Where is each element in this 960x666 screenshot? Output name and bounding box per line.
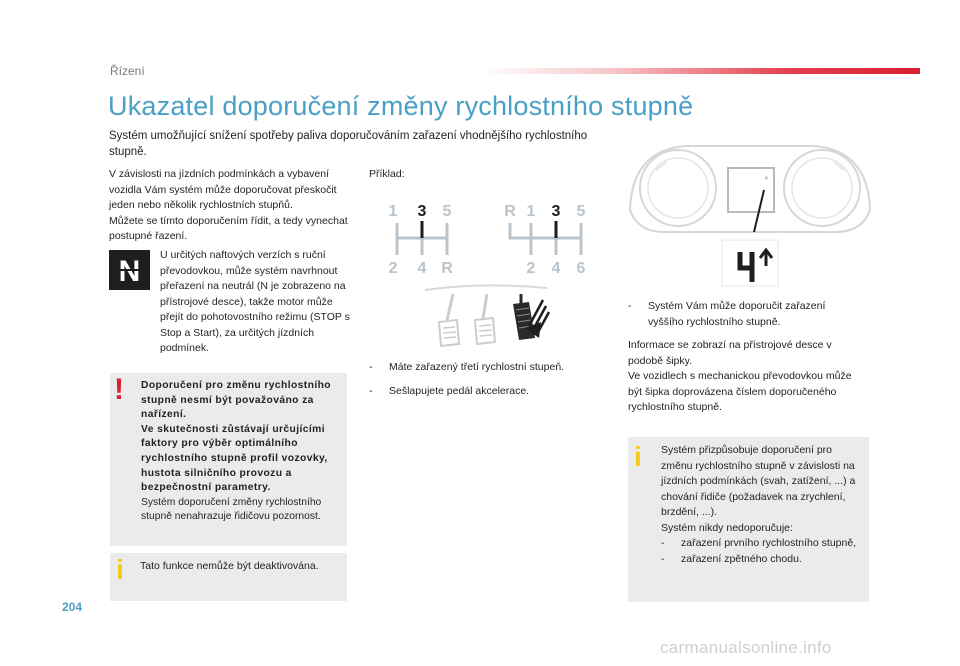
skip-gears-text: V závislosti na jízdních podmínkách a vybavení vozidla Vám systém může doporučovat přeskočit jeden nebo několik rychlostních stupňů. Můžete se tímto doporučením řídit, a tedy vynechat postupné řazení. — [109, 168, 348, 242]
neutral-suggestion-text: U určitých naftových verzích s ruční převodovkou, může systém navrhnout přeřazení na neutrál (N je zobrazeno na přístrojové desce), takže motor může přejít do pohotovostního režimu (STOP s Stop a Start), za určitých jízdních podmínek. — [160, 249, 350, 354]
header-bar — [480, 68, 920, 74]
warning-text — [141, 379, 343, 525]
gear-label: 4 — [417, 260, 427, 277]
gear-label-active: 3 — [551, 203, 561, 220]
screen-gear-glyph: 4 — [764, 176, 768, 182]
info-deactivation-text: Tato funkce nemůže být deaktivována. — [140, 560, 319, 572]
watermark: carmanualsonline.info — [660, 638, 832, 657]
info-icon: i — [634, 441, 642, 472]
pedals-illustration — [425, 282, 555, 350]
dashboard-illustration — [626, 140, 874, 290]
example-bullet-list — [369, 360, 609, 399]
intro-text: Systém umožňující snížení spotřeby paliva doporučováním zařazení vhodnějšího rychlostního stupně. — [109, 130, 588, 158]
gearbox-6-pattern — [504, 203, 585, 277]
page-number: 204 — [62, 600, 83, 614]
gear-label: 2 — [388, 260, 398, 277]
example-label: Příklad: — [369, 168, 405, 180]
list-item: - Máte zařazený třetí rychlostní stupeň. — [369, 360, 609, 376]
upshift-bullet — [628, 299, 853, 330]
list-item: - zařazení zpětného chodu. — [661, 552, 866, 568]
upshift-indicator — [722, 240, 778, 286]
bullet-text: Systém Vám může doporučit zařazení vyššího rychlostního stupně. — [648, 300, 826, 328]
section-label: Řízení — [110, 64, 145, 78]
bullet-text: zařazení zpětného chodu. — [681, 552, 802, 565]
bullet-text: Máte zařazený třetí rychlostní stupeň. — [389, 361, 565, 373]
warning-bold-text: Doporučení pro změnu rychlostního stupně nesmí být považováno za nařízení. Ve skutečnosti zůstávají určujícími faktory pro výběr optimálního rychlostního stupně profil vozovky, hustota silničního provozu a bezpečnostní parametry. — [141, 380, 331, 494]
gear-label: 1 — [526, 203, 536, 220]
list-item: - zařazení prvního rychlostního stupně, — [661, 536, 866, 552]
gear-label: 5 — [576, 203, 586, 220]
bullet-text: zařazení prvního rychlostního stupně, — [681, 537, 857, 549]
gear-label: R — [504, 203, 516, 220]
gear-label-active: 3 — [417, 203, 427, 220]
gear-label: 1 — [388, 203, 398, 220]
dashboard-info-text: Informace se zobrazí na přístrojové desce v podobě šipky. Ve vozidlech s mechanickou převodovkou může být šipka doprovázena číslem doporučeného rychlostního stupně. — [628, 339, 852, 413]
page-title: Ukazatel doporučení změny rychlostního stupně — [108, 91, 694, 121]
warning-icon: ! — [114, 373, 124, 406]
gear-label: 5 — [442, 203, 452, 220]
neutral-n-glyph: N — [118, 255, 141, 288]
gear-label: 2 — [526, 260, 536, 277]
info-adaptation-text — [661, 443, 866, 567]
info-icon: i — [116, 554, 124, 585]
list-item: - Sešlapujete pedál akcelerace. — [369, 384, 609, 400]
gear-label: 6 — [576, 260, 586, 277]
gear-label: R — [441, 260, 453, 277]
neutral-n-icon — [109, 250, 150, 290]
gearbox-5-pattern — [389, 203, 454, 277]
gear-label: 4 — [551, 260, 561, 277]
list-item: - Systém Vám může doporučit zařazení vyššího rychlostního stupně. — [628, 299, 853, 330]
bullet-text: Sešlapujete pedál akcelerace. — [389, 384, 530, 397]
warning-normal-text: Systém doporučení změny rychlostního stupně nenahrazuje řidičovu pozornost. — [141, 496, 322, 523]
gear-patterns-illustration — [385, 195, 605, 280]
info-adaptation-para: Systém přizpůsobuje doporučení pro změnu rychlostního stupně v závislosti na jízdních podmínkách (svah, zatížení, ...) a chování řidiče (požadavek na zrychlení, brzdění, ...). Systém nikdy nedoporučuje: — [661, 444, 856, 534]
